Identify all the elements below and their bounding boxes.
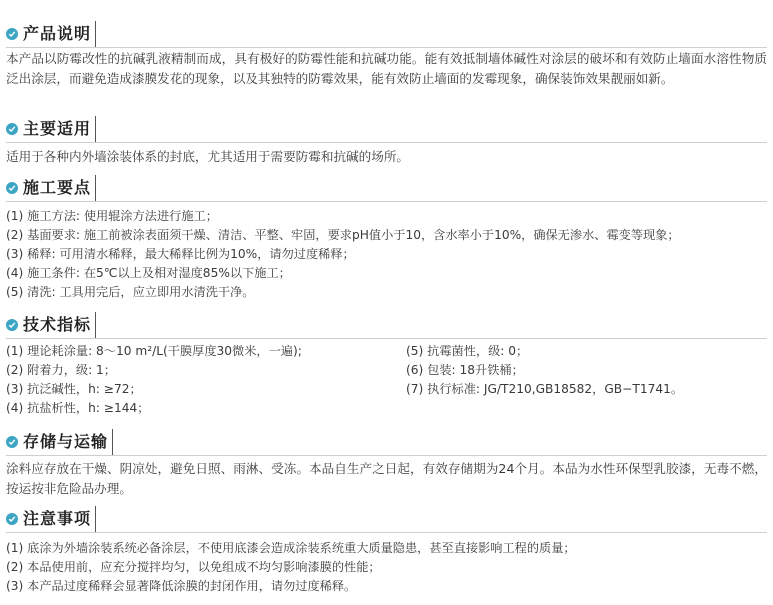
section-title: 技术指标 xyxy=(23,314,92,334)
application-text: 适用于各种内外墙涂装体系的封底，尤其适用于需要防霉和抗碱的场所。 xyxy=(6,149,409,164)
list-item: (5) 清洗: 工具用完后，应立即用水清洗干净。 xyxy=(6,285,255,299)
check-circle-icon xyxy=(6,513,18,525)
list-item: (2) 基面要求: 施工前被涂表面须干燥、清洁、平整、牢固，要求pH值小于10，含水率小于10%，确保无渗水、霉变等现象； xyxy=(6,228,680,242)
section-body-product-desc xyxy=(6,49,767,89)
list-item: (4) 抗盐析性，h: ≥144； xyxy=(6,401,150,415)
list-item: (2) 附着力，级: 1； xyxy=(6,363,116,377)
check-circle-icon xyxy=(6,182,18,194)
section-body-application xyxy=(6,147,767,167)
section-header-specs xyxy=(6,311,767,339)
product-desc-text: 本产品以防霉改性的抗碱乳液精制而成，具有极好的防霉性能和抗碱功能。能有效抵制墙体碱性对涂层的破坏和有效防止墙面水溶性物质泛出涂层，而避免造成漆膜发花的现象，以及其独特的防霉效果，能有效防止墙面的发霉现象，确保装饰效果靓丽如新。 xyxy=(6,51,767,86)
section-body-storage xyxy=(6,459,767,499)
section-body-notes xyxy=(6,539,767,596)
list-item: (3) 抗泛碱性，h: ≥72； xyxy=(6,382,142,396)
section-header-construction xyxy=(6,174,767,202)
section-header-application xyxy=(6,115,767,143)
check-circle-icon xyxy=(6,28,18,40)
check-circle-icon xyxy=(6,436,18,448)
section-title: 施工要点 xyxy=(23,177,92,197)
section-title: 存储与运输 xyxy=(23,431,109,451)
list-item: (3) 稀释: 可用清水稀释，最大稀释比例为10%，请勿过度稀释； xyxy=(6,247,355,261)
section-title: 注意事项 xyxy=(23,508,92,528)
list-item: (1) 施工方法: 使用辊涂方法进行施工； xyxy=(6,209,218,223)
list-item: (4) 施工条件: 在5℃以上及相对湿度85%以下施工； xyxy=(6,266,291,280)
section-header-product-desc xyxy=(6,20,767,48)
list-item: (5) 抗霉菌性，级: 0； xyxy=(406,344,529,358)
section-header-storage xyxy=(6,428,767,456)
check-circle-icon xyxy=(6,319,18,331)
section-title: 产品说明 xyxy=(23,23,92,43)
list-item: (6) 包装: 18升铁桶； xyxy=(406,363,524,377)
specs-right-column xyxy=(406,342,767,418)
section-body-specs xyxy=(6,342,767,418)
section-header-notes xyxy=(6,505,767,533)
list-item: (1) 底涂为外墙涂装系统必备涂层，不使用底漆会造成涂装系统重大质量隐患，甚至直接影响工程的质量； xyxy=(6,541,576,555)
storage-text: 涂料应存放在干燥、阴凉处，避免日照、雨淋、受冻。本品自生产之日起，有效存储期为24个月。本品为水性环保型乳胶漆，无毒不燃，按运按非危险品办理。 xyxy=(6,461,767,496)
list-item: (3) 本产品过度稀释会显著降低涂膜的封闭作用，请勿过度稀释。 xyxy=(6,579,357,593)
list-item: (1) 理论耗涂量: 8～10 m²/L(干膜厚度30微米，一遍); xyxy=(6,344,302,358)
list-item: (7) 执行标准: JG/T210,GB18582，GB−T1741。 xyxy=(406,382,684,396)
section-body-construction xyxy=(6,207,767,302)
section-title: 主要适用 xyxy=(23,118,92,138)
check-circle-icon xyxy=(6,123,18,135)
list-item: (2) 本品使用前，应充分搅拌均匀，以免组成不均匀影响漆膜的性能； xyxy=(6,560,381,574)
specs-left-column xyxy=(6,342,406,418)
